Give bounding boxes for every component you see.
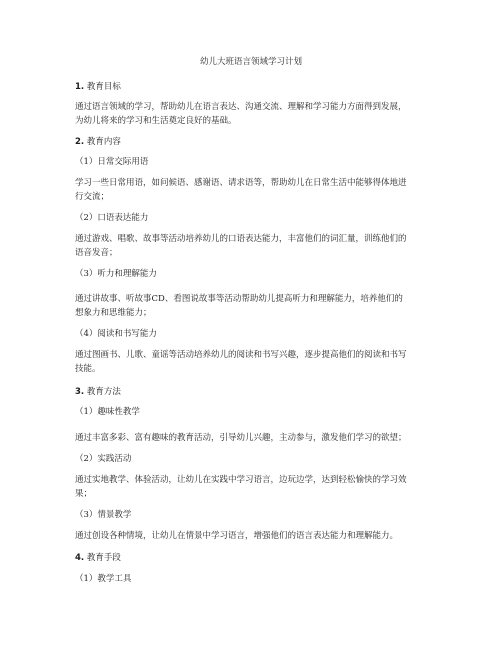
paragraph-line: 技能。: [75, 364, 101, 374]
section-heading-methods: [75, 385, 437, 399]
paragraph-line: 通过图画书、儿歌、童谣等活动培养幼儿的阅读和书写兴趣，逐步提高他们的阅读和书写: [75, 350, 407, 360]
section-number: 2.: [75, 137, 85, 147]
subsection-heading: （2）口语表达能力: [75, 213, 149, 223]
section-label: 教育内容: [84, 137, 121, 147]
section-label: 教育方法: [84, 387, 121, 397]
subsection-heading: （3）听力和理解能力: [75, 269, 157, 279]
paragraph-line: 通过语言领域的学习，帮助幼儿在语言表达、沟通交流、理解和学习能力方面得到发展，: [75, 102, 407, 112]
section-heading-goals: [75, 80, 437, 94]
paragraph-line: 语音发音；: [75, 248, 118, 258]
paragraph-line: 想象力和思维能力；: [75, 308, 152, 318]
paragraph-line: 通过实地教学、体验活动，让幼儿在实践中学习语言，边玩边学，达到轻松愉快的学习效: [75, 475, 407, 485]
section-number: 1.: [75, 82, 85, 92]
paragraph-line: 通过游戏、唱歌、故事等活动培养幼儿的口语表达能力，丰富他们的词汇量，训练他们的: [75, 234, 407, 244]
section-number: 4.: [75, 553, 85, 563]
paragraph-line: 通过讲故事、听故事CD、看图说故事等活动帮助幼儿提高听力和理解能力，培养他们的: [75, 294, 403, 304]
section-heading-means: [75, 551, 437, 565]
paragraph-line: 通过丰富多彩、富有趣味的教育活动，引导幼儿兴趣，主动参与，激发他们学习的欲望；: [75, 433, 407, 443]
subsection-heading: （4）阅读和书写能力: [75, 329, 157, 339]
document-title: 幼儿大班语言领域学习计划: [199, 57, 302, 67]
section-number: 3.: [75, 387, 85, 397]
subsection-heading: （3）情景教学: [75, 510, 132, 520]
paragraph-line: 行交流；: [75, 192, 110, 202]
paragraph-line: 为幼儿将来的学习和生活奠定良好的基础。: [75, 116, 237, 126]
section-label: 教育手段: [84, 553, 121, 563]
paragraph-line: 果；: [75, 489, 93, 499]
paragraph-line: 学习一些日常用语，如问候语、感谢语、请求语等，帮助幼儿在日常生活中能够得体地进: [75, 178, 407, 188]
subsection-heading: （1）日常交际用语: [75, 157, 149, 167]
subsection-heading: （2）实践活动: [75, 454, 132, 464]
section-heading-content: [75, 135, 437, 149]
section-label: 教育目标: [84, 82, 121, 92]
subsection-heading: （1）趣味性教学: [75, 407, 140, 417]
subsection-heading: （1）教学工具: [75, 574, 132, 584]
paragraph-line: 通过创设各种情境，让幼儿在情景中学习语言，增强他们的语言表达能力和理解能力。: [75, 531, 399, 541]
